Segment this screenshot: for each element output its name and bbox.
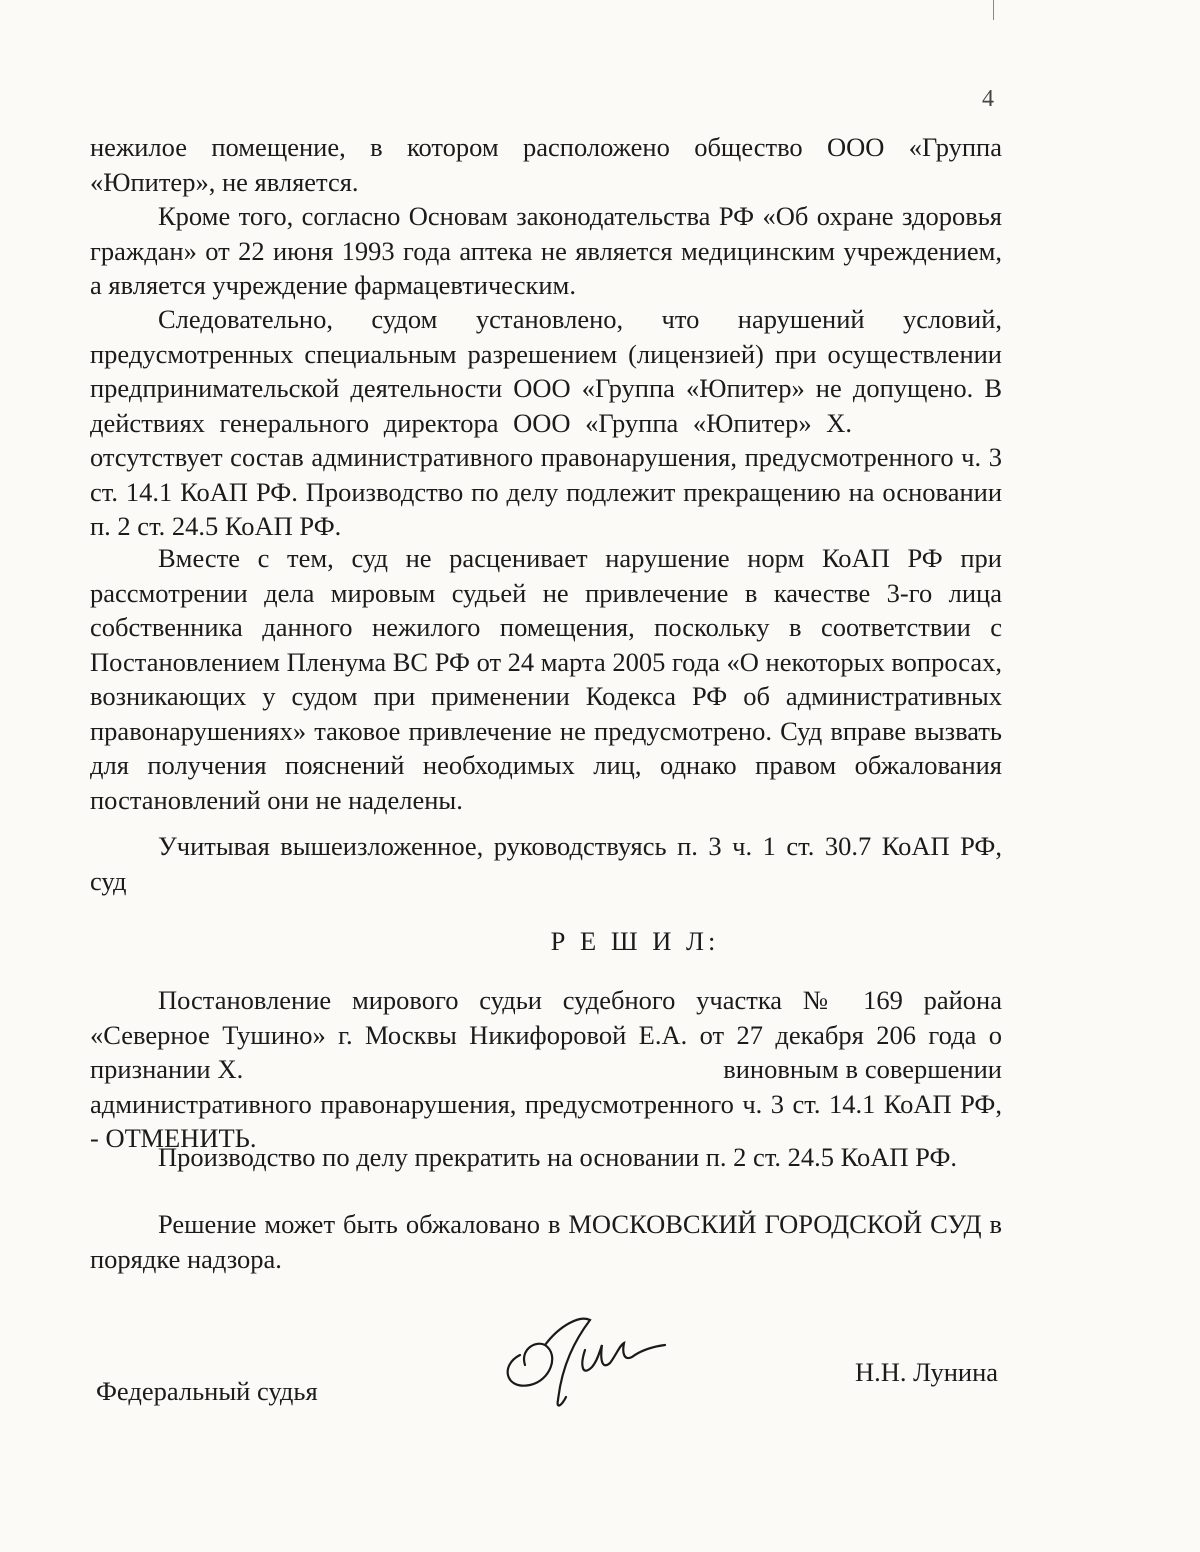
paragraph-conclusion-part-2: отсутствует состав административного правонарушения, предусмотренного ч. 3 ст. 14.1 КоАП РФ. Производство по делу подлежит прекращению на основании п. 2 ст. 24.5 КоАП РФ. bbox=[90, 442, 1002, 541]
paragraph-premises: нежилое помещение, в котором расположено общество ООО «Группа «Юпитер», не является. bbox=[90, 132, 1002, 197]
paragraph-third-party: Вместе с тем, суд не расценивает нарушение норм КоАП РФ при рассмотрении дела мировым судьей не привлечение в качестве 3-го лица собственника данного нежилого помещения, поскольку в соответствии с Постановлением Пленума ВС РФ от 24 марта 2005 года «О некоторых вопросах, возникающих у судом при применении Кодекса РФ об административных правонарушениях» таковое привлечение не предусмотрено. Суд вправе вызвать для получения пояснений необходимых лиц, однако правом обжалования постановлений они не наделены. bbox=[90, 543, 1002, 815]
signature-image bbox=[490, 1305, 690, 1415]
paragraph-appeal: Решение может быть обжаловано в МОСКОВСКИЙ ГОРОДСКОЙ СУД в порядке надзора. bbox=[90, 1209, 1002, 1274]
paragraph-termination: Производство по делу прекратить на основании п. 2 ст. 24.5 КоАП РФ. bbox=[158, 1142, 958, 1172]
judge-name: Н.Н. Лунина bbox=[855, 1357, 999, 1387]
paragraph-ruling-part-2: виновным в совершении административного правонарушения, предусмотренного ч. 3 ст. 14.1 КоАП РФ, - ОТМЕНИТЬ. bbox=[90, 1054, 1002, 1153]
paragraph-ruling bbox=[90, 983, 1002, 1156]
decision-heading: Р Е Ш И Л: bbox=[550, 926, 720, 956]
judge-title: Федеральный судья bbox=[96, 1376, 318, 1406]
page-number: 4 bbox=[982, 86, 994, 112]
scan-edge-mark bbox=[993, 0, 994, 20]
paragraph-conclusion-part-1: Следовательно, судом установлено, что нарушений условий, предусмотренных специальным разрешением (лицензией) при осуществлении предпринимательской деятельности ООО «Группа «Юпитер» не допущено. В действиях генерального директора ООО «Группа «Юпитер» Х. bbox=[90, 304, 1002, 438]
paragraph-ruling-part-1: Постановление мирового судьи судебного участка № 169 района «Северное Тушино» г. Москвы Никифоровой Е.А. от 27 декабря 206 года о признании Х. bbox=[90, 985, 1002, 1084]
paragraph-considering: Учитывая вышеизложенное, руководствуясь п. 3 ч. 1 ст. 30.7 КоАП РФ, суд bbox=[90, 831, 1002, 896]
paragraph-conclusion bbox=[90, 302, 1002, 544]
paragraph-pharmacy: Кроме того, согласно Основам законодательства РФ «Об охране здоровья граждан» от 22 июня 1993 года аптека не является медицинским учреждением, а является учреждение фармацевтическим. bbox=[90, 201, 1002, 300]
